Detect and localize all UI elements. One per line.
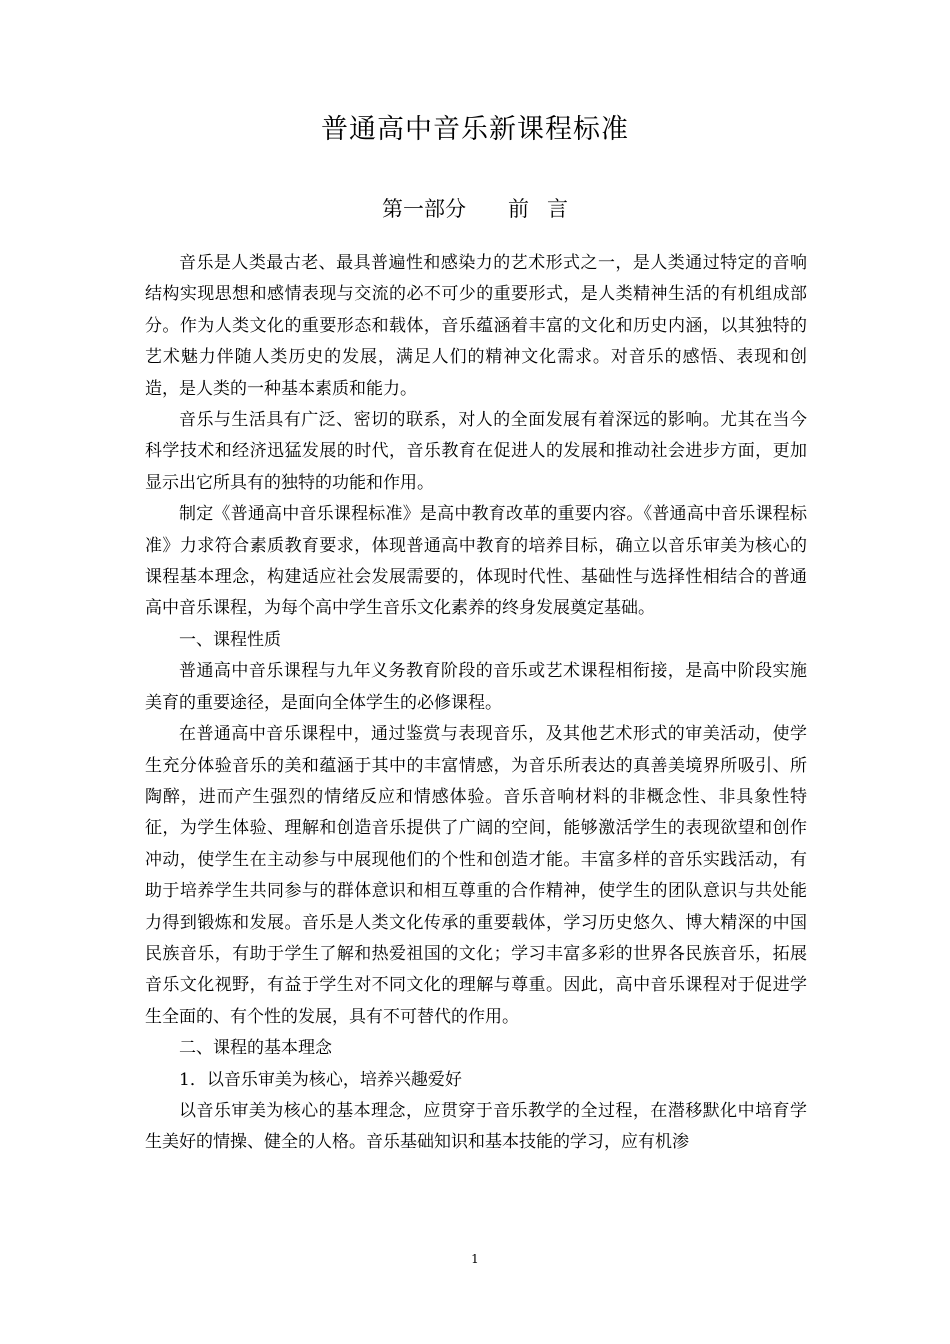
paragraph: 以音乐审美为核心的基本理念，应贯穿于音乐教学的全过程，在潜移默化中培育学生美好的情操、健全的人格。音乐基础知识和基本技能的学习，应有机渗 [145, 1100, 807, 1153]
subheading-basic-concepts: 二、课程的基本理念 [179, 1038, 332, 1059]
paragraph: 制定《普通高中音乐课程标准》是高中教育改革的重要内容。《普通高中音乐课程标准》力求符合素质教育要求，体现普通高中教育的培养目标，确立以音乐审美为核心的课程基本理念，构建适应社会发展需要的，体现时代性、基础性与选择性相结合的普通高中音乐课程，为每个高中学生音乐文化素养的终身发展奠定基础。 [145, 504, 807, 619]
subheading-item-1: 1．以音乐审美为核心，培养兴趣爱好 [179, 1069, 462, 1090]
body-text [145, 248, 807, 1159]
document-title: 普通高中音乐新课程标准 [321, 114, 629, 145]
page-number: 1 [471, 1252, 479, 1266]
paragraph: 音乐是人类最古老、最具普遍性和感染力的艺术形式之一，是人类通过特定的音响结构实现思想和感情表现与交流的必不可少的重要形式，是人类精神生活的有机组成部分。作为人类文化的重要形态和载体，音乐蕴涵着丰富的文化和历史内涵，以其独特的艺术魅力伴随人类历史的发展，满足人们的精神文化需求。对音乐的感悟、表现和创造，是人类的一种基本素质和能力。 [145, 253, 807, 399]
section-heading [0, 192, 950, 226]
subheading-course-nature: 一、课程性质 [179, 629, 281, 650]
paragraph: 在普通高中音乐课程中，通过鉴赏与表现音乐，及其他艺术形式的审美活动，使学生充分体验音乐的美和蕴涵于其中的丰富情感，为音乐所表达的真善美境界所吸引、所陶醉，进而产生强烈的情绪反应和情感体验。音乐音响材料的非概念性、非具象性特征，为学生体验、理解和创造音乐提供了广阔的空间，能够激活学生的表现欲望和创作冲动，使学生在主动参与中展现他们的个性和创造才能。丰富多样的音乐实践活动，有助于培养学生共同参与的群体意识和相互尊重的合作精神，使学生的团队意识与共处能力得到锻炼和发展。音乐是人类文化传承的重要载体，学习历史悠久、博大精深的中国民族音乐，有助于学生了解和热爱祖国的文化；学习丰富多彩的世界各民族音乐，拓展音乐文化视野，有益于学生对不同文化的理解与尊重。因此，高中音乐课程对于促进学生全面的、有个性的发展，具有不可替代的作用。 [145, 724, 807, 1027]
paragraph: 普通高中音乐课程与九年义务教育阶段的音乐或艺术课程相衔接，是高中阶段实施美育的重要途径，是面向全体学生的必修课程。 [145, 661, 807, 713]
paragraph: 音乐与生活具有广泛、密切的联系，对人的全面发展有着深远的影响。尤其在当今科学技术和经济迅猛发展的时代，音乐教育在促进人的发展和推动社会进步方面，更加显示出它所具有的独特的功能和作用。 [145, 410, 807, 493]
section-name-label: 前言 [508, 197, 586, 221]
section-part-label: 第一部分 [382, 197, 466, 221]
